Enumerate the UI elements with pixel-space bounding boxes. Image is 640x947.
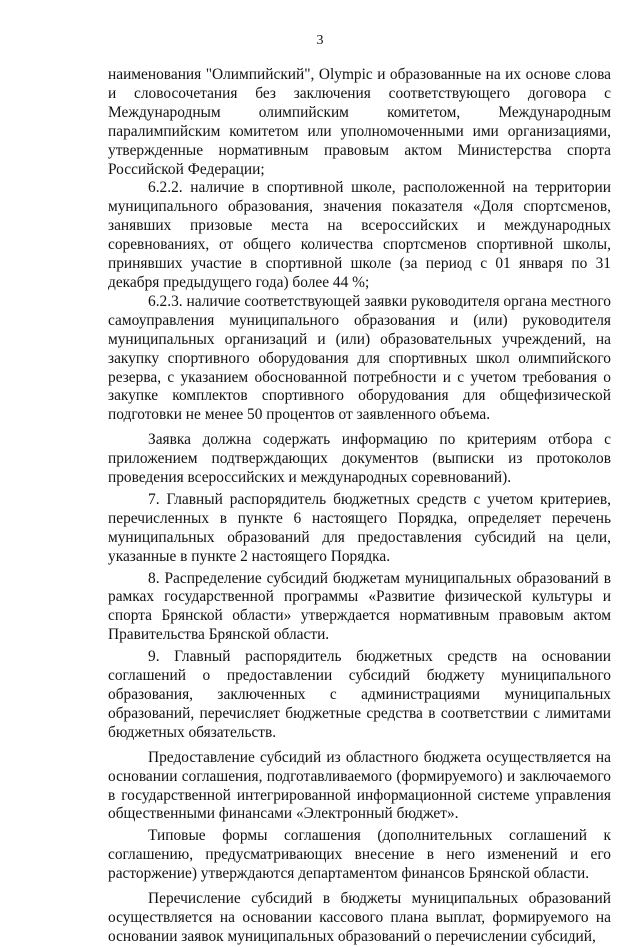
page-number: 3 (316, 33, 324, 48)
paragraph-subsidy-transfer: Перечисление субсидий в бюджеты муниципальных образований осуществляется на основании кассового плана выплат, формируемого на основании заявок муниципальных образований о перечислении субсидий, (108, 890, 611, 945)
paragraph-subsidy-provision: Предоставление субсидий из областного бюджета осуществляется на основании соглашения, подготавливаемого (формируемого) и заключаемого в государственной интегрированной информационной системе управления общественными финансами «Электронный бюджет». (108, 748, 611, 823)
paragraph-8: 8. Распределение субсидий бюджетам муниципальных образований в рамках государственной программы «Развитие физической культуры и спорта Брянской области» утверждается нормативным правовым актом Правительства Брянской области. (108, 569, 611, 644)
paragraph-9: 9. Главный распорядитель бюджетных средств на основании соглашений о предоставлении субсидий бюджету муниципального образования, заключенных с администрациями муниципальных образований, перечисляет бюджетные средства в соответствии с лимитами бюджетных обязательств. (108, 648, 611, 741)
paragraph-olympic-naming: наименования "Олимпийский", Olympic и образованные на их основе слова и словосочетания без заключения соответствующего договора с Международным олимпийским комитетом, Международным паралимпийским комитетом или уполномоченными ими организациями, утвержденные нормативным правовым актом Министерства спорта Российской Федерации; (108, 66, 611, 178)
paragraph-7: 7. Главный распорядитель бюджетных средств с учетом критериев, перечисленных в пункте 6 настоящего Порядка, определяет перечень муниципальных образований для предоставления субсидий на цели, указанные в пункте 2 настоящего Порядка. (108, 490, 611, 565)
paragraph-6-2-3: 6.2.3. наличие соответствующей заявки руководителя органа местного самоуправления муниципального образования и (или) руководителя муниципальных организаций и (или) образовательных учреждений, на закупку спортивного оборудования для спортивных школ олимпийского резерва, с указанием обоснованной потребности и с учетом требования о закупке комплектов спортивного оборудования для общефизической подготовки не менее 50 процентов от заявленного объема. (108, 292, 611, 424)
paragraph-application-content: Заявка должна содержать информацию по критериям отбора с приложением подтверждающих документов (выписки из протоколов проведения всероссийских и международных соревнований). (108, 431, 611, 487)
paragraph-standard-forms: Типовые формы соглашения (дополнительных соглашений к соглашению, предусматривающих внесение в него изменений и его расторжение) утверждаются департаментом финансов Брянской области. (108, 827, 611, 883)
paragraph-6-2-2: 6.2.2. наличие в спортивной школе, расположенной на территории муниципального образования, значения показателя «Доля спортсменов, занявших призовые места на всероссийских и международных соревнованиях, от общего количества спортсменов спортивной школы, принявших участие в спортивной школе (за период с 01 января по 31 декабря предыдущего года) более 44 %; (108, 179, 611, 291)
document-body (108, 66, 611, 947)
